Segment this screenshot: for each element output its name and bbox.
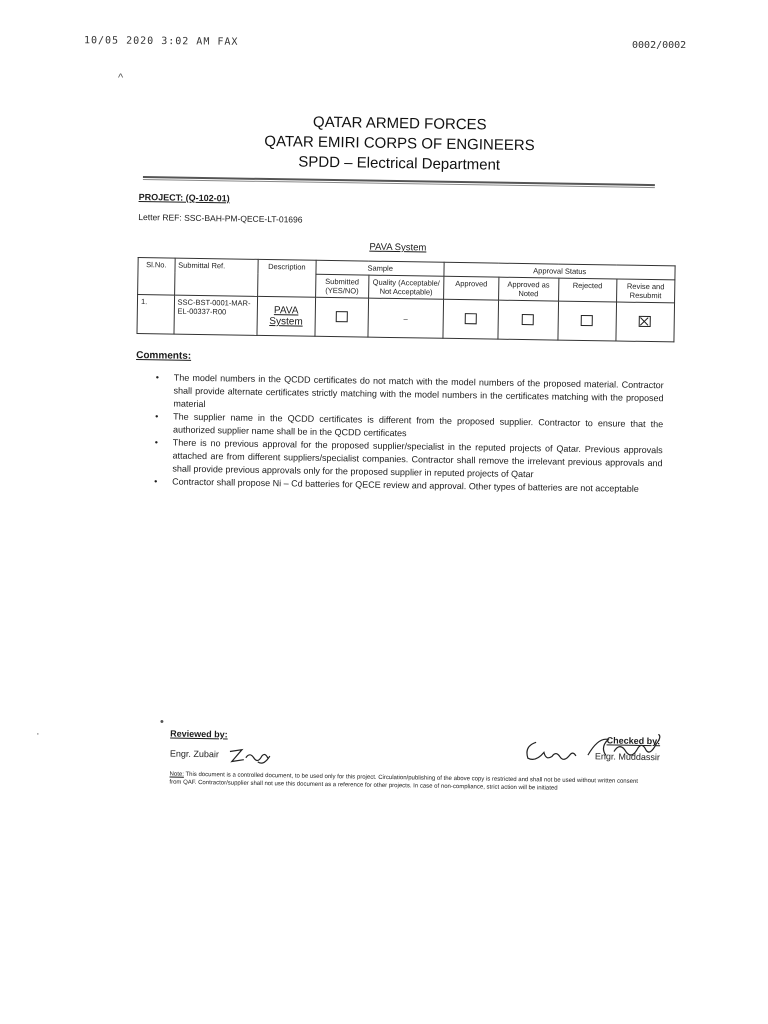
list-item: • Contractor shall propose Ni – Cd batteries for QECE review and approval. Other types of batteries are not acceptable	[172, 476, 662, 497]
col-description: Description	[257, 259, 316, 297]
col-approved: Approved	[444, 276, 499, 300]
checker-signature	[522, 732, 673, 768]
cell-sl-no: 1.	[137, 294, 174, 334]
cell-description	[257, 296, 316, 336]
letterhead-divider	[143, 176, 655, 188]
note-text	[169, 771, 639, 794]
reviewer-signature	[228, 745, 274, 768]
col-sample: Sample	[316, 260, 445, 276]
list-item: • The model numbers in the QCDD certificates do not match with the model numbers of the proposed material. Contractor shall provide alternate certificates strictly matching with the model numbers in the certificates matching with the proposed material	[173, 372, 664, 419]
fax-page-number: 0002/0002	[626, 40, 687, 51]
scan-speck: ^	[118, 72, 124, 84]
submitted-checkbox[interactable]	[335, 311, 347, 322]
letterhead-line-2: QATAR EMIRI CORPS OF ENGINEERS	[264, 132, 535, 155]
subject-title: PAVA System	[369, 241, 427, 254]
note-body: This document is a controlled document, to be used only for this project. Circulation/publishing of the above copy is restricted and shall not be used without written consent from QAF. Contractor/supplier shall not use this document as a reference for other projects. In case of non-compliance, strict action will be initiated	[169, 771, 639, 792]
col-submittal-ref: Submittal Ref.	[174, 258, 258, 296]
col-approved-as-noted: Approved as Noted	[498, 277, 558, 301]
cell-approved	[443, 299, 498, 339]
scan-speck: •	[160, 716, 164, 728]
reviewed-label: Reviewed by:	[170, 728, 228, 740]
checked-label: Checked by:	[606, 735, 661, 747]
note-label: Note:	[169, 771, 184, 778]
letterhead-line-3: SPDD – Electrical Department	[298, 153, 501, 174]
revise-resubmit-checkbox-checked[interactable]	[639, 315, 651, 326]
col-sl-no: Sl.No.	[138, 257, 175, 295]
letter-ref: Letter REF: SSC-BAH-PM-QECE-LT-01696	[138, 211, 303, 225]
col-approval-status: Approval Status	[444, 262, 675, 280]
approved-checkbox[interactable]	[465, 313, 477, 324]
col-rejected: Rejected	[558, 278, 616, 302]
col-quality: Quality (Acceptable/ Not Acceptable)	[368, 275, 444, 299]
list-item: • There is no previous approval for the proposed supplier/specialist in the reputed projects of Qatar. Previous approvals attached are from different suppliers/specialist companies. Contractor shall remove the irrelevant previous approvals and shall provide previous approvals only for the proposed supplier in reputed projects of Qatar	[172, 437, 663, 484]
table-row	[137, 294, 675, 341]
document-body	[134, 110, 665, 792]
cell-submittal-ref: SSC-BST-0001-MAR-EL-00337-R00	[174, 295, 258, 335]
cell-rejected	[558, 301, 617, 341]
reviewed-block	[170, 729, 228, 760]
cell-quality: –	[367, 298, 443, 338]
scan-speck: ·	[36, 728, 40, 740]
cell-revise-resubmit	[616, 302, 675, 342]
cell-description-text: PAVA System	[269, 305, 303, 328]
list-item: • The supplier name in the QCDD certificates is different from the proposed supplier. Contractor to ensure that the authorized supplier name shall be in the QCDD certificates	[173, 411, 663, 445]
col-submitted: Submitted (YES/NO)	[316, 274, 369, 298]
col-revise-resubmit: Revise and Resubmit	[616, 279, 675, 303]
cell-submitted	[315, 297, 368, 337]
letterhead-line-1: QATAR ARMED FORCES	[312, 113, 487, 134]
rejected-checkbox[interactable]	[581, 314, 593, 325]
checker-name: Engr. Muddassir	[594, 751, 660, 763]
comments-title: Comments:	[136, 349, 192, 362]
project-label: PROJECT: (Q-102-01)	[138, 191, 230, 204]
approval-table	[136, 257, 675, 342]
approved-as-noted-checkbox[interactable]	[522, 314, 534, 325]
comments-list	[134, 371, 664, 496]
cell-approved-as-noted	[498, 300, 559, 340]
reviewer-name: Engr. Zubair	[169, 748, 219, 760]
fax-header: 10/05 2020 3:02 AM FAX	[83, 35, 239, 48]
